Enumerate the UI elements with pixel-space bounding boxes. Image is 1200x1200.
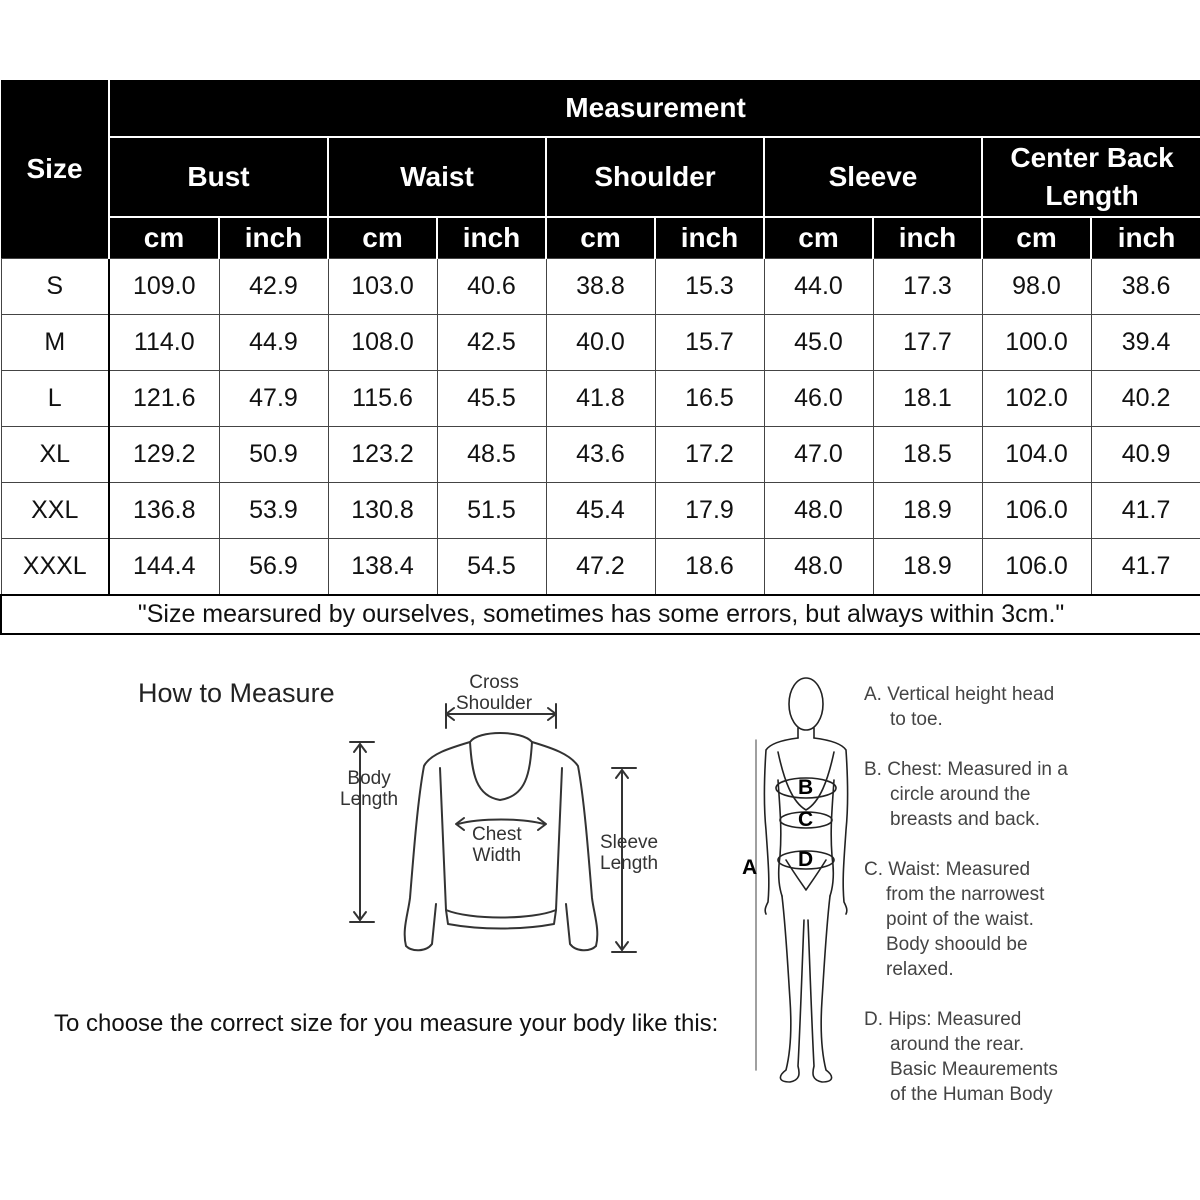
sweater-diagram	[330, 668, 690, 968]
value-cell: 17.2	[655, 427, 764, 483]
value-cell: 48.5	[437, 427, 546, 483]
unit-header: cm	[764, 217, 873, 259]
human-body-outline-icon	[730, 670, 870, 1090]
table-row	[1, 371, 1200, 427]
group-header-bust: Bust	[109, 137, 328, 217]
value-cell: 40.6	[437, 259, 546, 315]
size-chart-table	[0, 80, 1200, 635]
unit-header: inch	[1091, 217, 1200, 259]
value-cell: 136.8	[109, 483, 219, 539]
value-cell: 48.0	[764, 539, 873, 596]
value-cell: 17.3	[873, 259, 982, 315]
value-cell: 50.9	[219, 427, 328, 483]
value-cell: 16.5	[655, 371, 764, 427]
unit-header: inch	[219, 217, 328, 259]
value-cell: 106.0	[982, 483, 1091, 539]
value-cell: 98.0	[982, 259, 1091, 315]
value-cell: 41.7	[1091, 539, 1200, 596]
value-cell: 138.4	[328, 539, 437, 596]
value-cell: 123.2	[328, 427, 437, 483]
value-cell: 18.9	[873, 483, 982, 539]
cross-shoulder-label: Cross Shoulder	[456, 672, 533, 714]
value-cell: 130.8	[328, 483, 437, 539]
size-cell: L	[1, 371, 109, 427]
value-cell: 47.2	[546, 539, 655, 596]
choose-size-instruction: To choose the correct size for you measure your body like this:	[54, 1010, 719, 1037]
group-header-shoulder: Shoulder	[546, 137, 764, 217]
legend-item-b: B. Chest: Measured in a circle around the breasts and back.	[864, 759, 1068, 830]
group-header-sleeve: Sleeve	[764, 137, 982, 217]
size-rows	[1, 259, 1200, 596]
value-cell: 42.9	[219, 259, 328, 315]
value-cell: 46.0	[764, 371, 873, 427]
figure-letter-c: C	[798, 808, 814, 831]
value-cell: 102.0	[982, 371, 1091, 427]
size-cell: M	[1, 315, 109, 371]
measurement-header: Measurement	[109, 80, 1200, 137]
table-row	[1, 427, 1200, 483]
value-cell: 41.8	[546, 371, 655, 427]
figure-letter-a: A	[742, 856, 758, 879]
value-cell: 15.3	[655, 259, 764, 315]
value-cell: 42.5	[437, 315, 546, 371]
value-cell: 38.8	[546, 259, 655, 315]
table-row	[1, 539, 1200, 596]
value-cell: 45.0	[764, 315, 873, 371]
value-cell: 108.0	[328, 315, 437, 371]
value-cell: 17.9	[655, 483, 764, 539]
value-cell: 114.0	[109, 315, 219, 371]
body-figure	[730, 670, 870, 1090]
body-length-label: Body Length	[340, 768, 399, 810]
value-cell: 17.7	[873, 315, 982, 371]
size-column-header: Size	[1, 80, 109, 259]
value-cell: 15.7	[655, 315, 764, 371]
value-cell: 18.1	[873, 371, 982, 427]
value-cell: 40.2	[1091, 371, 1200, 427]
value-cell: 40.0	[546, 315, 655, 371]
unit-header: cm	[982, 217, 1091, 259]
value-cell: 41.7	[1091, 483, 1200, 539]
value-cell: 100.0	[982, 315, 1091, 371]
value-cell: 44.9	[219, 315, 328, 371]
value-cell: 106.0	[982, 539, 1091, 596]
value-cell: 40.9	[1091, 427, 1200, 483]
measurement-legend	[864, 682, 1194, 1132]
table-row	[1, 315, 1200, 371]
value-cell: 47.9	[219, 371, 328, 427]
table-row	[1, 483, 1200, 539]
unit-header: inch	[437, 217, 546, 259]
unit-header: inch	[655, 217, 764, 259]
size-cell: S	[1, 259, 109, 315]
group-header-center-back-length: Center Back Length	[982, 137, 1200, 217]
value-cell: 144.4	[109, 539, 219, 596]
value-cell: 104.0	[982, 427, 1091, 483]
value-cell: 53.9	[219, 483, 328, 539]
legend-item-c: C. Waist: Measured from the narrowest point of the waist. Body shoould be relaxed.	[864, 859, 1045, 980]
chest-width-label: Chest Width	[472, 824, 522, 866]
value-cell: 54.5	[437, 539, 546, 596]
value-cell: 18.6	[655, 539, 764, 596]
unit-header: cm	[328, 217, 437, 259]
value-cell: 48.0	[764, 483, 873, 539]
value-cell: 18.9	[873, 539, 982, 596]
legend-item-a: A. Vertical height head to toe.	[864, 684, 1055, 730]
group-header-waist: Waist	[328, 137, 546, 217]
how-to-measure-title: How to Measure	[138, 678, 335, 708]
measurement-note: "Size mearsured by ourselves, sometimes has some errors, but always within 3cm."	[1, 595, 1200, 634]
value-cell: 51.5	[437, 483, 546, 539]
size-cell: XXL	[1, 483, 109, 539]
figure-letter-d: D	[798, 848, 814, 871]
value-cell: 47.0	[764, 427, 873, 483]
size-cell: XXXL	[1, 539, 109, 596]
legend-item-d: D. Hips: Measured around the rear. Basic Meaurements of the Human Body	[864, 1009, 1058, 1105]
value-cell: 121.6	[109, 371, 219, 427]
figure-letter-b: B	[798, 776, 814, 799]
value-cell: 109.0	[109, 259, 219, 315]
unit-header: cm	[546, 217, 655, 259]
value-cell: 38.6	[1091, 259, 1200, 315]
value-cell: 43.6	[546, 427, 655, 483]
table-row	[1, 259, 1200, 315]
value-cell: 103.0	[328, 259, 437, 315]
value-cell: 115.6	[328, 371, 437, 427]
size-cell: XL	[1, 427, 109, 483]
value-cell: 45.4	[546, 483, 655, 539]
value-cell: 44.0	[764, 259, 873, 315]
value-cell: 129.2	[109, 427, 219, 483]
unit-header: cm	[109, 217, 219, 259]
unit-header: inch	[873, 217, 982, 259]
sleeve-length-label: Sleeve Length	[600, 832, 659, 874]
value-cell: 45.5	[437, 371, 546, 427]
value-cell: 39.4	[1091, 315, 1200, 371]
value-cell: 18.5	[873, 427, 982, 483]
value-cell: 56.9	[219, 539, 328, 596]
